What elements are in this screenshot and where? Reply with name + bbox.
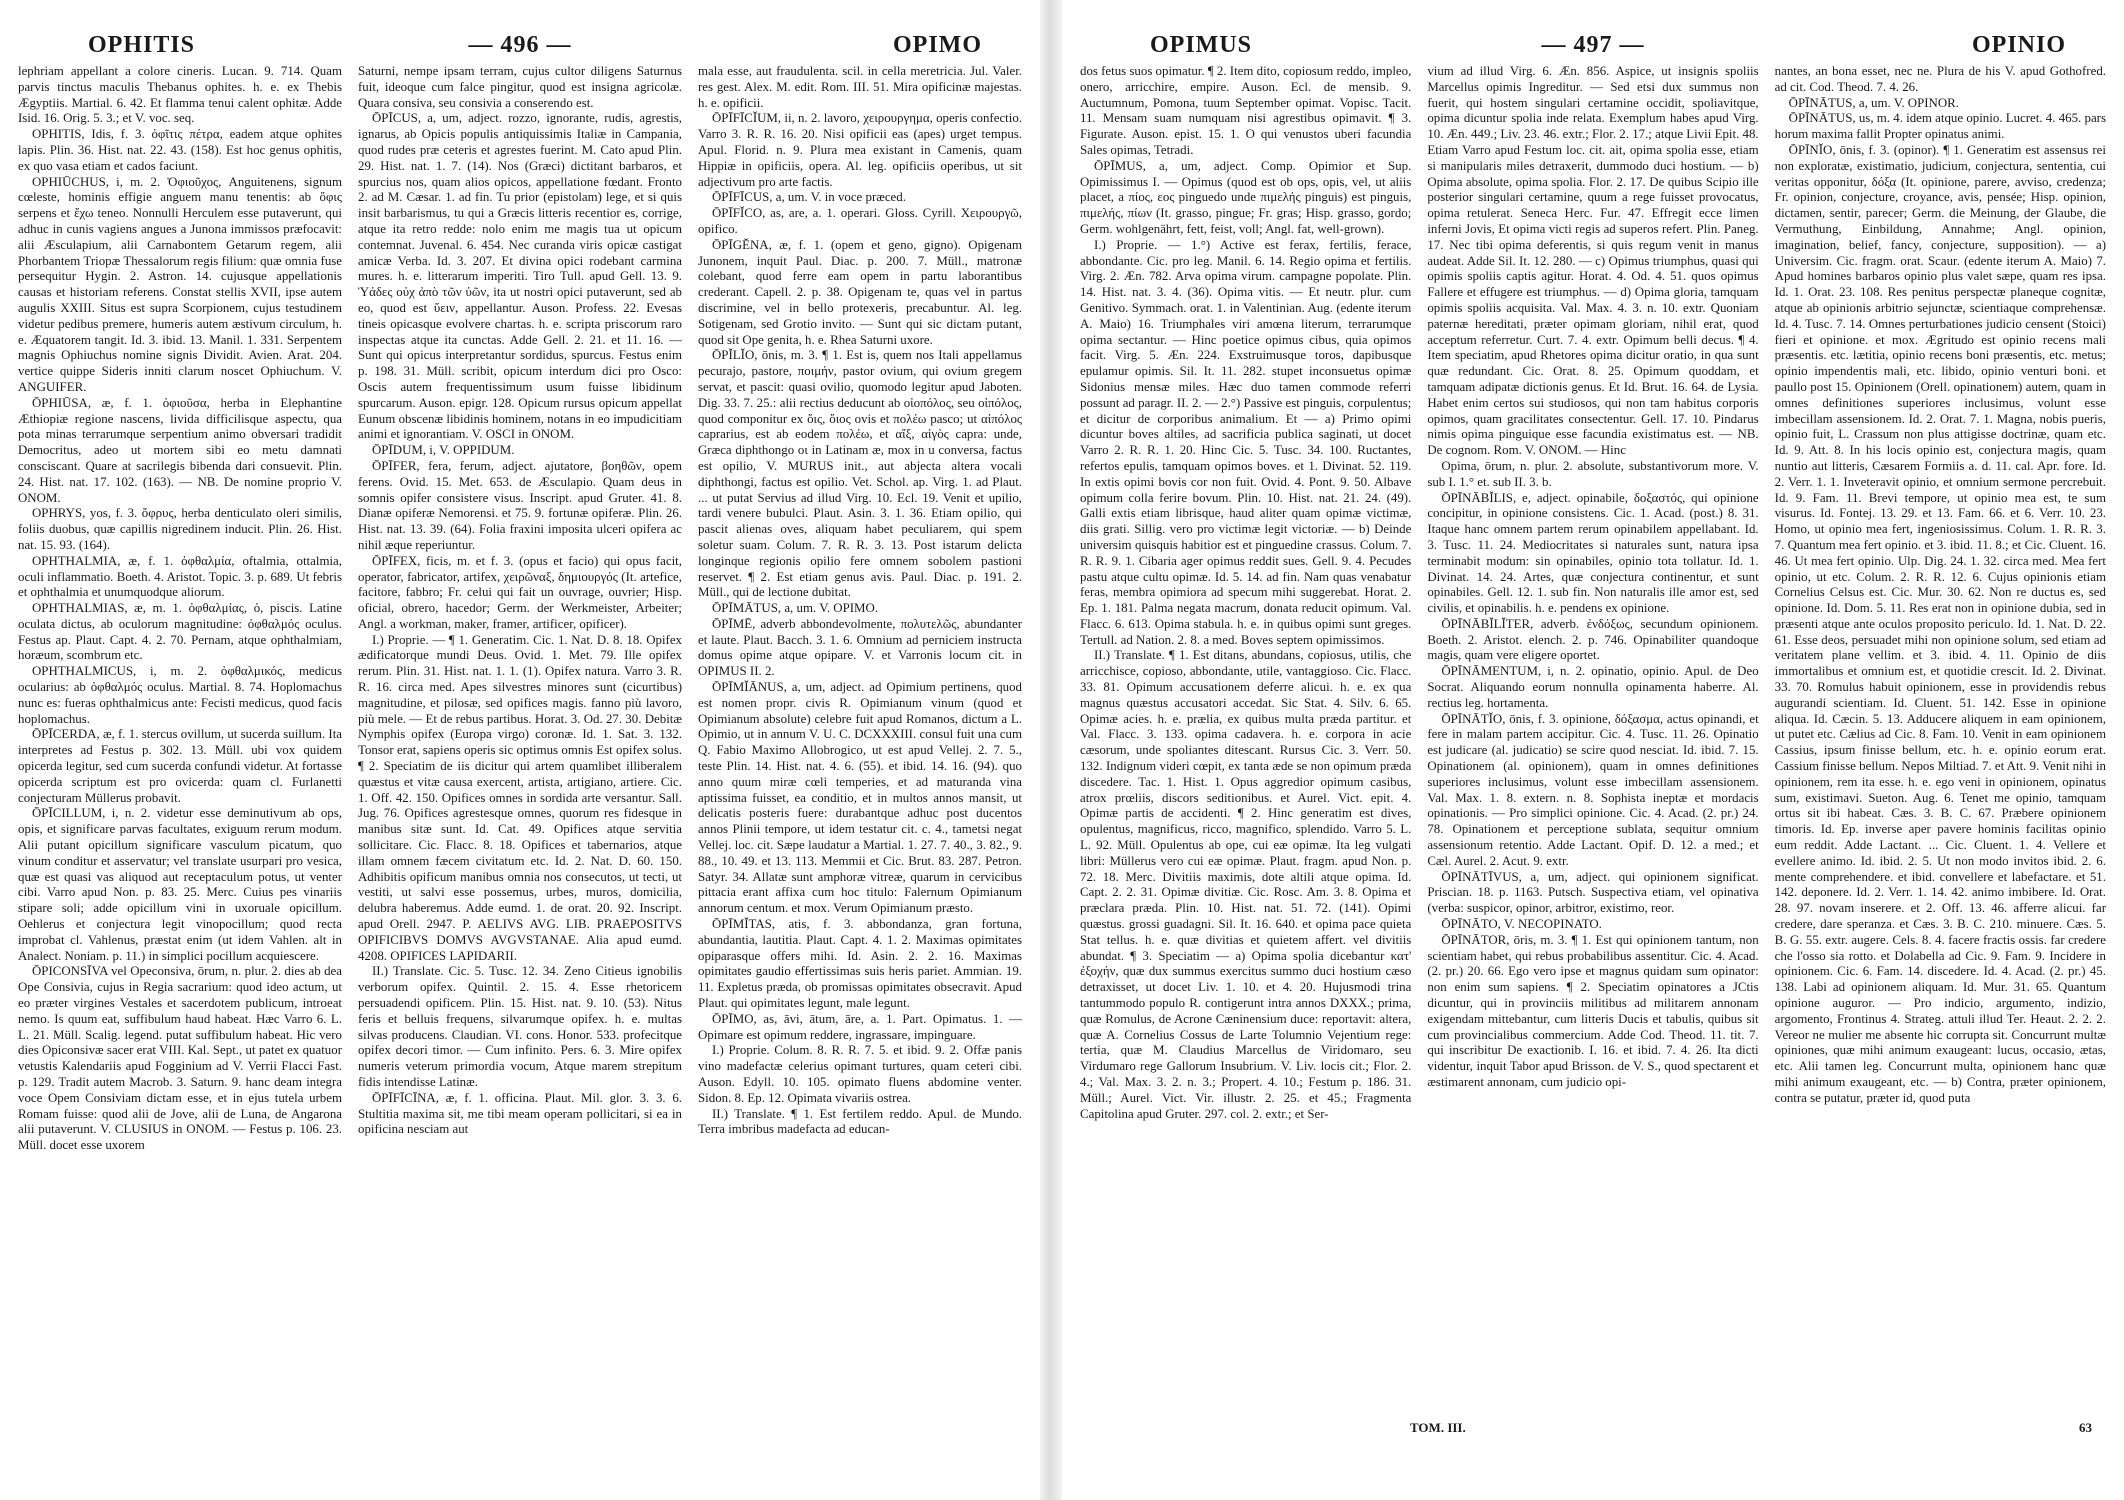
dictionary-entry: ŌPĪMO, as, āvi, ātum, āre, a. 1. Part. Opimatus. 1. — Opimare est opimum reddere, ingrassare, impinguare. [698,1011,1022,1042]
right-page-footer [1080,1420,2106,1444]
dictionary-entry: ŌPĪMĀTUS, a, um. V. OPIMO. [712,601,879,616]
dictionary-entry: ŌPĪCERDA, æ, f. 1. stercus ovillum, ut sucerda suillum. Ita interpretes ad Festus p. 302. 13. Müll. ubi vox quidem opicerda legitur, sed cum sucerda confundi videtur. At fortasse opicerda scriptum est pro ovicerda: quam cl. Furlanetti conjecturam Müllerus probavit. [18,727,342,805]
book-gutter [1040,0,1062,1500]
dictionary-entry: ŌPĪNĬO, ōnis, f. 3. (opinor). ¶ 1. Generatim est assensus rei non exploratæ, existimatio, judicium, conjectura, sententia, cui veritas opponitur, δόξα (It. opinione, parere, avviso, credenza; Fr. opinion, conjecture, croyance, avis, pensée; Hisp. opinion, dictamen, sentir, parecer; Germ. die Meinung, der Glaube, die Vermuthung, Einbildung, Annahme; Angl. opinion, imagination, belief, fancy, conjecture, supposition). — a) Universim. Cic. fragm. orat. Scaur. (edente iterum A. Maio) 7. Apud homines barbaros opinio plus valet sæpe, quam res ipsa. Id. 1. Orat. 23. 108. Res penitus perspectæ planeque cognitæ, atque ab opinionis arbitrio sejunctæ, scientiaque comprehensæ. Id. 4. Tusc. 7. 14. Omnes perturbationes judicio censent (Stoici) fieri et opinione. et mox. Ægritudo est opinio recens mali præsentis. etc. lætitia, opinio recens boni præsentis, etc. metus; opinio impendentis mali, etc. libido, opinio venturi boni. et paullo post 15. Opinionem (Orell. opinationem) autem, quam in omnes definitiones superiores inclusimus, volunt esse imbecillam assensionem. Id. 2. Orat. 7. 1. Magna, nobis pueris, opinio fuit, L. Crassum non plus attigisse doctrinæ, quam etc. Id. 9. Att. 8. In his locis opinio est, conjectura magis, quam nuntio aut litteris, Cæsarem Formiis a. d. 11. cal. Apr. fore. Id. 2. Verr. 1. 1. Inveteravit opinio, et omnium sermone percrebuit. Id. 9. Fam. 11. Brevi tempore, ut opinio mea est, te sum visurus. Id. Fontej. 13. 29. et 13. Fam. 66. et 6. Verr. 10. 23. Homo, ut opinio mea fert, ingeniosissimus. Colum. 1. R. R. 3. 7. Quantum mea fert opinio. et 3. ibid. 11. 8.; et Cic. Cluent. 16. 46. Ut mea fert opinio. Ulp. Dig. 24. 1. 32. circa med. Mea fert opinio, ut etc. Colum. 2. R. R. 12. 6. Cujus opinionis etiam Cornelius Celsus est. Cic. Mur. 30. 62. Non re ductus es, sed opinione. Id. Dom. 5. 11. Res erat non in opinione dubia, sed in præsenti atque ante oculos proposito periculo. Id. 1. Nat. D. 22. 61. Esse deos, persuadet mihi non opinione solum, sed etiam ad veritatem plane vellim. et 3. ibid. 4. 11. Opinio de diis immortalibus et omnium est, et quotidie crescit. Id. 2. Divinat. 33. 70. Romulus habuit opinionem, esse in providendis rebus augurandi scientiam. Id. Cluent. 51. 142. Esse in opinione aliqua. Id. Cæcin. 5. 13. Adducere aliquem in eam opinionem, ut putet etc. Cælius ad Cic. 8. Fam. 10. Venit in eam opinionem Cassius, ipsum finisse bellum, etc. h. e. opinio eorum erat. Cassium finisse bellum. Nepos Miltiad. 7. et Att. 9. Venit nihi in opinionem, rem ita esse. h. e. ego veni in opinionem, opinatus sum, existimavi. Sueton. Aug. 6. Tenet me opinio, tamquam ortus sit ibi habeat. Cæs. 3. B. C. 67. Præbere opinionem timoris. Id. Ep. inverse aper pavere hominis facilitas opinio eum reddit. Adde Lactant. ... Cic. Cluent. 1. 4. Vellere et evellere animo. Id. ibid. 2. 5. Ut non modo invitos ibid. 2. 6. mente comprehendere. et ibid. convellere et labefactare. et 51. 142. deponere. Id. 2. Verr. 1. 14. 42. animo imbibere. Id. Orat. 28. 97. novam inserere. et 2. Off. 13. 46. afferre alicui. far credere, dare speranza. et Cæs. 3. B. C. 210. minuere. Cæs. 5. B. G. 55. extr. augere. Cels. 8. 4. facere fractis ossis. far credere che l'osso sia rotto. et Dolabella ad Cic. 9. Fam. 9. Incidere in opinionem. Cic. 6. Fam. 14. discedere. Id. 4. Acad. (2. pr.) 45. 138. Labi ad opinionem aliquam. Id. Mur. 31. 65. Quantum opinione auguror. — Pro indicio, argumento, indizio, argomento, Frontinus 4. Strateg. attuli illud Ter. Heaut. 2. 2. 2. Vereor ne mulier me absente hic corrupta sit. Concurrunt multæ opiniones, quæ mihi animum exaugeant: lucus, occasio, ætas, etc. Alii tamen leg. Concurrunt multa, opinionem hanc quæ mihi animum exaugeant, etc. — b) Contra, præter opinionem, contra se putatur, præter id, quod puta [1774,142,2106,1105]
dictionary-entry: OPHITIS, Idis, f. 3. ὀφῖτις πέτρα, eadem atque ophites lapis. Plin. 36. Hist. nat. 22. 43. (158). Est hoc genus ophitis, ex quo vasa etiam et cados faciunt. [18,127,342,173]
dictionary-entry: II.) Translate. ¶ 1. Est ditans, abundans, copiosus, utilis, che arricchisce, copioso, abbondante, utile, vantaggioso. Cic. Flacc. 33. 81. Opimum accusationem deferre alicui. h. e. ex qua magnus quæstus accusatori accedat. Sic Stat. 4. Silv. 6. 65. Opimæ acies. h. e. prælia, ex quibus multa præda partitur. et Val. Flacc. 3. 133. opima cadavera. h. e. corpora in acie cæsorum, unde spoliantes ditescant. Rursus Cic. 3. Verr. 50. 132. Indignum videri cœpit, ex tanta æde se non opimum præda discedere. Tac. 1. Hist. 1. Opus aggredior opimum casibus, atrox prœliis, discors seditionibus. et Aurel. Vict. epit. 4. Opimæ partis de accidenti. ¶ 2. Hinc generatim est dives, opulentus, magnificus, ricco, magnifico, splendido. Varro 5. L. L. 92. Müll. Opulentus ab ope, cui eæ opimæ. Ita leg vulgati libri: Müllerus vero cui eæ opimæ. Plaut. fragm. apud Non. p. 72. 18. Merc. Divitiis maximis, dote altili atque opima. Id. Capt. 2. 2. 31. Opimæ divitiæ. Cic. Rosc. Am. 3. 8. Opima et præclara præda. Plin. 10. Hist. nat. 51. 72. (141). Opimi quæstus. grossi guadagni. Sil. It. 16. 640. et opima pace quieta Stat tellus. h. e. quæ divitias et quietem affert. vel divitiis abundat. ¶ 3. Speciatim — a) Opima spolia dicebantur κατ' ἐξοχήν, quæ dux summus exercitus summo duci hostium cæso detraxisset, ut docet Liv. 1. 10. et 4. 20. Hujusmodi trina tantummodo populo R. contigerunt intra annos DXXX.; prima, quæ Romulus, de Acrone Cæninensium duce: reportavit: altera, quæ A. Cornelius Cossus de Larte Tolumnio Vejentium rege: tertia, quæ M. Claudius Marcellus de Viridomaro, seu Virdumaro rege Gallorum Insubrium. V. Liv. locis cit.; Flor. 2. 4.; Val. Max. 3. 2. n. 3.; Propert. 4. 10.; Festum p. 186. 31. Müll.; Aurel. Vict. Vir. illustr. 2. 25. et 45.; Fragmenta Capitolina apud Gruter. 297. col. 2. extr.; et Ser- [1080,648,1412,1121]
dictionary-entry: OPHIŪCHUS, i, m. 2. Ὀφιοῦχος, Anguitenens, signum cœleste, hominis effigie anguem manu tenentis: ab ὄφις serpens et ἔχω teneo. Nonnulli Herculem esse putaverunt, qui adhuc in cunis vagiens angues a Junona immissos præfocavit: alii Æsculapium, alii Carnabontem Getarum regem, alii Phorbantem Triopæ Thessalorum regis filium: quæ omnia fuse persequitur Hygin. 2. Astron. 14. cujusque appellationis causas et historiam referens. Constat stellis XVII, ipse autem augulis XXIII. Situs est supra Scorpionem, cujus testudinem videtur pedibus premere, humeris autem æstivum circulum, h. e. Æquatorem tangit. Id. 3. ibid. 13. Manil. 1. 331. Serpentem magnis Ophiuchus nomine signis Dividit. Avien. Arat. 204. vertice quippe Sideris inniti clarum noscet Ophiuchum. V. ANGUIFER. [18,174,342,394]
dictionary-entry: ŌPĪMĬTAS, atis, f. 3. abbondanza, gran fortuna, abundantia, lautitia. Plaut. Capt. 4. 1. 2. Maximas opimitates opiparasque offers mihi. Id. Asin. 2. 2. 16. Maximas opimitates gaudio effertissimas suis heris pariet. Ammian. 19. 11. Expletus præda, ob promissas opimitates obsecravit. Apud Plaut. qui opimitates legunt, male legunt. [698,917,1022,1011]
dictionary-entry: II.) Translate. ¶ 1. Est fertilem reddo. Apul. de Mundo. Terra imbribus madefacta ad educan- [698,1106,1022,1137]
left-running-head: OPHITIS [88,32,196,58]
right-column-2 [1427,64,1758,1414]
dictionary-entry: OPHTHALMICUS, i, m. 2. ὀφθαλμικός, medicus ocularius: ab ὀφθαλμός oculus. Martial. 8. 74. Hoplomachus nunc es: fueras ophthalmicus ante: Fecisti medicus, quod facis hoplomachus. [18,664,342,726]
dictionary-entry: I.) Proprie. — ¶ 1. Generatim. Cic. 1. Nat. D. 8. 18. Opifex ædificatorque mundi Deus. Ovid. 1. Met. 79. Ille opifex rerum. Plin. 31. Hist. nat. 1. 1. (1). Opifex natura. Varro 3. R. R. 16. circa med. Apes silvestres minores sunt (cicurtibus) magnitudine, et pilosæ, sed opifices magis. fanno più lavoro, più mele. — Et de rebus partibus. Horat. 3. Od. 27. 30. Debitæ Nymphis opifex (Europa virgo) coronæ. Id. 1. Sat. 3. 132. Tonsor erat, sapiens operis sic optimus omnis Est opifex solus. ¶ 2. Speciatim de iis dicitur qui artem quamlibet illiberalem quæstus et vitæ causa exercent, artista, artigiano, artiere. Cic. 1. Off. 42. 150. Opifices omnes in sordida arte versantur. Sall. Jug. 76. Opifices agrestesque omnes, quorum res fidesque in manibus sitæ sunt. Id. Cat. 49. Opifices atque servitia sollicitare. Cic. Flacc. 8. 18. Opifices et tabernarios, atque illam omnem fæcem civitatum etc. Id. 2. Nat. D. 60. 150. Adhibitis opificum manibus omnia nos consecutos, ut tecti, ut vestiti, ut salvi esse possemus, urbes, muros, domicilia, delubra haberemus. Adde eumd. 1. de orat. 20. 92. Inscript. apud Orell. 2947. P. AELIVS AVG. LIB. PRAEPOSITVS OPIFICIBVS DOMVS AVGVSTANAE. Alia apud eumd. 4208. OPIFICES LAPIDARII. [358,632,682,963]
dictionary-entry: ŌPHIŪSA, æ, f. 1. ὀφιοῦσα, herba in Elephantine Æthiopiæ regione nascens, livida difficilisque aspectu, qua pota minas terrarumque serpentium animo obversari tradidit Democritus, adeo ut mortem sibi eo metu damnati consciscant. Quare at sacrilegis bibenda dari consuevit. Plin. 24. Hist. nat. 17. 102. (163). — NB. De nomine proprio V. ONOM. [18,395,342,505]
dictionary-entry: I.) Proprie. Colum. 8. R. R. 7. 5. et ibid. 9. 2. Offæ panis vino madefactæ celerius opimant turtures, quam ceteri cibi. Auson. Edyll. 10. 105. opimato fluens abdomine venter. Sidon. 8. Ep. 12. Opimata vivariis ostrea. [698,1043,1022,1105]
right-column-3 [1775,64,2106,1414]
dictionary-entry: ŌPĪDUM, i, V. OPPIDUM. [372,443,515,458]
dictionary-entry: dos fetus suos opimatur. ¶ 2. Item dito, copiosum reddo, impleo, onero, arricchire, empire. Auson. Ecl. de mensib. 9. Auctumnum, Pomona, tuum September opimat. Vopisc. Tacit. 11. Mensam suam numquam nisi agrestibus opimavit. ¶ 3. Figurate. Auson. epist. 15. 1. O qui venustos uberi facundia Sales opimas, Tetradi. [1080,64,1412,157]
right-page-header [1080,30,2106,64]
dictionary-entry: ŌPĪNĀBĬLĬTER, adverb. ἐνδόξως, secundum opinionem. Boeth. 2. Aristot. elench. 2. p. 746. Opinabiliter quandoque magis, quam vere eligere oportet. [1427,616,1759,663]
dictionary-entry: ŌPĪNĀTĬO, ōnis, f. 3. opinione, δόξασμα, actus opinandi, et fere in malam partem accipitur. Cic. 4. Tusc. 11. 26. Opinatio est judicare (al. judicatio) se scire quod nesciat. Id. ibid. 7. 15. Opinationem (al. opinionem), quam in omnes definitiones superiores inclusimus, volunt esse imbecillam assensionem. Val. Max. 1. 8. extern. n. 8. Sophista ineptæ et mordacis opinationis. — Pro simplici opinione. Cic. 4. Acad. (2. pr.) 24. 78. Opinationem et perceptione sublata, sequitur omnium assensionum retentio. Adde Lactant. Opif. D. 12. a med.; et Cæl. Aurel. 2. Acut. 9. extr. [1427,711,1759,868]
dictionary-entry: Opima, ōrum, n. plur. 2. absolute, substantivorum more. V. sub I. 1.° et. sub II. 3. b. [1427,458,1759,489]
volume-signature: TOM. III. [1410,1420,1466,1435]
dictionary-entry: ŌPĪFĪCĬUM, ii, n. 2. lavoro, χειρουργημα, operis confectio. Varro 3. R. R. 16. 20. Nisi opificii eas (apes) urget tempus. Apul. Florid. n. 9. Plura mea existant in Camenis, quam Hippiæ in opificiis, opera. Al. leg. opificiis operibus, ut sit adjectivum pro arte factis. [698,111,1022,189]
dictionary-entry: ŌPĪFĬCO, as, are, a. 1. operari. Gloss. Cyrill. Χειρουργῶ, opifico. [698,206,1022,236]
left-running-head-right: OPIMO [893,32,982,58]
right-page [1062,0,2124,1500]
dictionary-entry: ŌPĪNĀTOR, ōris, m. 3. ¶ 1. Est qui opinionem tantum, non scientiam habet, qui rebus probabilibus assentitur. Cic. 4. Acad. (2. pr.) 20. 66. Ego vero ipse et magnus quidam sum opinator: non enim sum sapiens. ¶ 2. Speciatim opinatores a JCtis dicuntur, qui in provinciis militibus ad militarem annonam exigendam mittebantur, cum litteris Ducis et tabulis, quibus sit cum provincialibus commercium. Adde Cod. Theod. 11. tit. 7. qui inscribitur De exactionib. I. 16. et ibid. 7. 4. 26. Ita dicti videntur, inquit Tabor apud Brisson. de V. S., quod spectarent et æstimarent annonam, cum judicio opi- [1427,932,1759,1089]
dictionary-entry: mala esse, aut fraudulenta. scil. in cella meretricia. Jul. Valer. res gest. Alex. M. edit. Rom. III. 51. Mira opificinæ majestas. h. e. opificii. [698,64,1022,110]
dictionary-entry: nantes, an bona esset, nec ne. Plura de his V. apud Gothofred. ad cit. Cod. Theod. 7. 4. 26. [1774,64,2106,94]
right-running-head-right: OPINIO [1971,32,2066,58]
dictionary-entry: ŌPĪNĀBĬLIS, e, adject. opinabile, δοξαστός, qui opinione concipitur, in opinione consistens. Cic. 1. Acad. (post.) 8. 31. Itaque hanc omnem partem rerum opinabilem appellabant. Id. 3. Tusc. 11. 24. Mediocritates si naturales sunt, natura ipsa terminabit modum: sin opinabiles, opinio tota tollatur. Id. 1. Divinat. 14. 24. Artes, quæ conjectura continentur, et sunt opinabiles. Gell. 12. 1. sub fin. Non naturalis ille amor est, sed civilis, et opinabilis. h. e. pendens ex opinione. [1427,490,1759,616]
dictionary-entry: II.) Translate. Cic. 5. Tusc. 12. 34. Zeno Citieus ignobilis verborum opifex. Quintil. 2. 15. 4. Esse rhetoricem persuadendi opificem. Plin. 15. Hist. nat. 9. 10. (53). Nitus feris et belluis frequens, silvarumque opifex. h. e. multas silvas producens. Claudian. VI. cons. Honor. 533. profecitque opifex decori timor. — Cum infinito. Pers. 6. 3. Mire opifex numeris veterum primordia vocum, Atque marem strepitum fidis intendisse Latinæ. [358,964,682,1089]
dictionary-entry: ŌPĪMUS, a, um, adject. Comp. Opimior et Sup. Opimissimus I. — Opimus (quod est ob ops, opis, vel, ut aliis placet, a πίος, εος pinguedo unde πιμελής pinguis) est pinguis, πιμελής, πίων (It. grasso, pingue; Fr. gras; Hisp. grasso, gordo; Germ. wohlgenährt, fett, feist, voll; Angl. fat, well-grown). [1080,158,1412,236]
dictionary-entry: vium ad illud Virg. 6. Æn. 856. Aspice, ut insignis spoliis Marcellus opimis Ingreditur. — Sed etsi dux summus non fuerit, qui hostem singulari certamine occidit, spoliavitque, opima dicuntur spolia inde relata. Exemplum habes apud Virg. 10. Æn. 449.; Liv. 23. 46. extr.; Flor. 2. 17.; atque Livii Epit. 48. Etiam Varro apud Festum loc. cit. ait, opima spolia esse, etiam si manipularis miles detraxerit, dummodo duci hostium. — b) Opima absolute, opima spolia. Flor. 2. 17. De quibus Scipio ille posterior singulari certamine, quum a rege fuisset provocatus, opima retulerat. Seneca Herc. Fur. 47. Effregit ecce limen inferni Jovis, Et opima victi regis ad superos refert. Plin. Paneg. 17. Nec tibi opima deferentis, si quis regum venit in manus audeat. Adde Sil. It. 12. 280. — c) Opimus triumphus, quasi qui opimis spoliis captis agitur. Horat. 4. Od. 4. 51. quos opimus Fallere et effugere est triumphus. — d) Opima gloria, tamquam opimis spoliis acquisita. Val. Max. 4. 3. n. 10. extr. Quoniam paternæ hereditati, præter opimam gloriam, nihil erat, quod acceptum referretur. Curt. 7. 4. extr. Opimum belli decus. ¶ 4. Item speciatim, apud Rhetores opima dicitur oratio, in qua sunt quæ redundant. Cic. Orat. 8. 25. Opimum quoddam, et tamquam adipatæ dictionis genus. Et Id. Brut. 16. 64. de Lysia. Habet enim certos sui studiosos, qui non tam habitus corporis opimos, quam gracilitates consectentur. Gell. 17. 10. Pindarus nimis opima pinguique esse facundia existimatus est. — NB. De cognom. Rom. V. ONOM. — Hinc [1427,64,1759,458]
dictionary-entry: OPHRYS, yos, f. 3. ὄφρυς, herba denticulato oleri similis, foliis duobus, quæ capillis nigredinem inducit. Plin. 26. Hist. nat. 15. 93. (164). [18,506,342,552]
dictionary-entry: Saturni, nempe ipsam terram, cujus cultor diligens Saturnus fuit, ideoque cum falce pingitur, quod est insigna agricolæ. Quara consiva, seu consivia a conserendo est. [358,64,682,110]
dictionary-entry: I.) Proprie. — 1.°) Active est ferax, fertilis, ferace, abbondante. Cic. pro leg. Manil. 6. 14. Regio opima et fertilis. Virg. 2. Æn. 782. Arva opima virum. campagne popolate. Plin. 14. Hist. nat. 3. 4. (36). Opima vitis. — Et neutr. plur. cum Genitivo. Symmach. orat. 1. in Valentinian. Aug. (edente iterum A. Maio) 16. Triumphales viri amœna literum, terrarumque opima sectantur. — Hinc poetice opimus cibus, quia opimos facit. Virg. 5. Æn. 224. Exstruimusque toros, dapibusque epulamur opimis. Sil. It. 11. 282. stupet inconsuetus opimæ Sidonius mensæ miles. Hæc duo tamen commode referri possunt ad paragr. II. 2. — 2.°) Passive est pinguis, corpulentus; et dicitur de corporibus animalium. Et — a) Primo opimi dicuntur boves altiles, ad sacrificia publica saginati, ut docet Varro 2. R. R. 1. 20. Hinc Cic. 5. Tusc. 34. 100. Ructantes, refertos epulis, tamquam opimos boves. et 1. Divinat. 52. 119. In extis opimi bovis cor non fuit. Ovid. 4. Pont. 9. 50. Albave opimum colla ferire bovum. Plin. 10. Hist. nat. 21. 24. (49). Galli extis etiam librisque, haud aliter quam opimæ victimæ, diis grati. Sillig. vero pro victimæ legit victoriæ. — b) Deinde universim quisquis habitior est et pinguedine crassus. Colum. 7. R. R. 9. 1. Cibaria ager opimus reddit sues. Gell. 9. 4. Pecudes pastu atque cultu opimæ. Id. 5. 14. ad fin. Nam quas venabatur feras, membra opimiora ad specum mihi suggerebat. Horat. 2. Ep. 1. 181. Palma negata macrum, donata reducit opimum. Val. Flacc. 6. 613. Opima stabula. h. e. in quibus opimi sunt greges. Tertull. ad Nation. 2. 8. a med. Boves septem opimissimos. [1080,237,1412,647]
folio-number: 63 [2079,1420,2092,1435]
dictionary-entry: ŌPĪNĀTUS, us, m. 4. idem atque opinio. Lucret. 4. 465. pars horum maxima fallit Propter opinatus animi. [1774,111,2106,142]
dictionary-entry: ŌPĪFEX, ficis, m. et f. 3. (opus et facio) qui opus facit, operator, fabricator, artifex, χειρῶναξ, δημιουργός (It. artefice, facitore, fabbro; Fr. celui qui fait un ouvrage, ouvrier; Hisp. oficial, obrero, hacedor; Germ. der Werkmeister, Arbeiter; Angl. a workman, maker, framer, artificer, opificer). [358,553,682,631]
left-column-2 [358,64,682,1414]
dictionary-entry: ŌPĪMĒ, adverb abbondevolmente, πολυτελῶς, abundanter et laute. Plaut. Bacch. 3. 1. 6. Omnium ad perniciem instructa domus opime atque opipare. V. et Varronis locum cit. in OPIMUS II. 2. [698,616,1022,679]
dictionary-entry: ŌPĪFĪCĪNA, æ, f. 1. officina. Plaut. Mil. glor. 3. 3. 6. Stultitia maxima sit, me tibi meam operam pollicitari, si ea in opificina nesciam aut [358,1090,682,1137]
dictionary-entry: ŌPĪGĔNA, æ, f. 1. (opem et geno, gigno). Opigenam Junonem, inquit Paul. Diac. p. 200. 7. Müll., matronæ colebant, quod ferre eam opem in partu laborantibus crederant. Capell. 2. p. 38. Opigenam te, quas vel in partus discrimine, vel in bello protexeris, precabuntur. Al. leg. Sotigenam, sed Grotio invito. — Sunt qui sic dictam putant, quod sit Ope genita, h. e. Rhea Saturni uxore. [698,237,1022,347]
dictionary-entry: ŌPICONSĪVA vel Opeconsiva, ōrum, n. plur. 2. dies ab dea Ope Consivia, cujus in Regia sacrarium: quod ideo actum, ut eo præter virgines Vestales et sacerdotem publicum, introeat nemo. Is quum eat, suffibulum haud habeat. Hæc Varro 6. L. L. 21. Müll. Scalig. legend. putat suffibulum habeat. Hic vero dies Opiconsivæ sacer erat VIII. Kal. Sept., ut patet ex quatuor vetustis Kalendariis apud Fogginium ad V. Verrii Flacci Fast. p. 129. Tradit autem Macrob. 3. Saturn. 9. hanc deam integra voce Opem Consiviam dictam esse, et in ejus tutela urbem Romam fuisse: quod alii de Jove, alii de Luna, de Angarona alii putaverunt. V. CLUSIUS in ONOM. — Festus p. 106. 23. Müll. docet esse uxorem [18,964,342,1153]
left-page-columns [18,64,1022,1414]
dictionary-entry: ŌPĬLĬO, ōnis, m. 3. ¶ 1. Est is, quem nos Itali appellamus pecurajo, pastore, ποιμήν, pastor ovium, qui ovium gregem servat, et pascit: quasi ovilio, quomodo legitur apud Jaboten. Dig. 33. 7. 25.: alii rectius deducunt ab οἰοπόλος, seu οἰπόλος, quod componitur ex ὄις, ὄιος ovis et πολέω pasco; ut αἰπόλος caprarius, est ab eodem πολέω, et αἴξ, αἰγὸς capra: unde, Græca diphthongo οι in Latinam æ, mox in u conversa, factus est opilio, V. MURUS init., aut abjecta altera vocali diphthongi, factus est opilio. Vet. Schol. ap. Virg. 1. ad Plaut. ... ut putat Servius ad illud Virg. 10. Ecl. 19. Venit et upilio, tardi venere bubulci. Plaut. Asin. 3. 1. 36. Etiam opilio, qui pascit alienas oves, aliquam habet peculiarem, qui spem soletur suam. Colum. 7. R. R. 3. 13. Post istarum delicta longinque regionis opilio fere omnem sobolem pastioni reservet. ¶ 2. Est etiam genus avis. Paul. Diac. p. 191. 2. Müll., qui de lectione dubitat. [698,348,1022,600]
dictionary-entry: OPHTHALMIA, æ, f. 1. ὀφθαλμία, oftalmia, ottalmia, oculi inflammatio. Boeth. 4. Aristot. Topic. 3. p. 689. Ut febris et ophthalmia et unumquodque aliorum. [18,553,342,600]
left-page-number: — 496 — [468,32,572,58]
dictionary-entry: ŌPĪNĀMENTUM, i, n. 2. opinatio, opinio. Apul. de Deo Socrat. Aliquando eorum nonnulla opinamenta haberre. Al. rectius leg. hortamenta. [1427,664,1759,710]
dictionary-entry: ŌPĪCUS, a, um, adject. rozzo, ignorante, rudis, agrestis, ignarus, ab Opicis populis antiquissimis Italiæ in Campania, quod rudes præ ceteris et agrestes fuerint. M. Cato apud Plin. 29. Hist. nat. 1. 7. (14). Nos (Græci) dictitant barbaros, et spurcius nos, quam alios opicos, appellatione fœdant. Fronto 2. ad M. Cæsar. 1. ad fin. Tu prior (epistolam) lege, et si quis insit barbarismus, tu qui a Græcis litteris recentior es, corrige, atque ita retro redde: nolo enim me magis tua ut opicum contemnat. Juvenal. 6. 454. Nec curanda viris opicæ castigat amicæ Verba. Id. 3. 207. Et divina opici rodebant carmina mures. h. e. litterarum imperiti. Tiro Tull. apud Gell. 13. 9. Ὑάδες οὐχ ἀπὸ τῶν ὑῶν, ita ut nostri opici putaverunt, sed ab eo, quod est ὕειν, appellantur. Auson. Profess. 22. Evesas tineis opicasque evolvere chartas. h. e. scripta priscorum raro inspectas atque ita cunctas. Adde Gell. 2. 21. et 11. 16. — Sunt qui opicus interpretantur sordidus, spurcus. Festus enim p. 198. 31. Müll. scribit, opicum interdum dici pro Osco: Oscis autem frequentissimum usum fuisse libidinum spurcarum. Auson. epigr. 128. Opicum rursus opicum appellat Eunum obscenæ libidinis hominem, notans in eo impudicitiam animi et ignorantiam. V. OSCI in ONOM. [358,111,682,442]
dictionary-entry: OPHTHALMIAS, æ, m. 1. ὀφθαλμίας, ὁ, piscis. Latine oculata dictus, ab oculorum magnitudine: ὀφθαλμός oculus. Festus ap. Plaut. Capt. 4. 2. 70. Pernam, atque ophthalmiam, horæum, scombrum etc. [18,601,342,663]
dictionary-entry: ŌPĪFER, fera, ferum, adject. ajutatore, βοηθῶν, opem ferens. Ovid. 15. Met. 653. de Æsculapio. Quam deus in somnis opifer consistere visus. Inscript. apud Gruter. 41. 8. Dianæ opiferæ Nemorensi. et 75. 9. fortunæ opiferæ. Plin. 26. Hist. nat. 13. 39. (64). Folia fraxini imposita ulceri opifera ac nihil æque reperiuntur. [358,458,682,552]
left-page [0,0,1040,1500]
left-column-3 [698,64,1022,1414]
dictionary-entry: ŌPĪNĀTĪVUS, a, um, adject. qui opinionem significat. Priscian. 18. p. 1163. Putsch. Suspectiva etiam, vel opinativa (verba: suspicor, opinor, arbitror, existimo, reor. [1427,869,1759,916]
left-column-1 [18,64,342,1414]
dictionary-entry: ŌPĪCILLUM, i, n. 2. videtur esse deminutivum ab ops, opis, et significare parvas facultates, exiguum rerum modum. Alii putant opicillum significare vasculum picatum, quo vinum conditur et asservatur; vel translate usurpari pro vesica, quæ est quasi vas aliquod aut receptaculum potus, ut venter cibi. Varro apud Non. p. 83. 25. Merc. Cuius pes vinariis stipare soli; adde opicillum vini in uxoruale opicillum. Oehlerus et conjectura legit vinopocillum; quod recta improbat cl. Vahlenus, præstat enim (ut idem Vahlen. alt in Analect. Noniam. p. 11.) in simplici pocillum acquiescere. [18,806,342,963]
left-page-header [18,30,1022,64]
right-page-columns [1080,64,2106,1414]
right-page-number: — 497 — [1541,32,1645,58]
dictionary-entry: ŌPĪMĬĀNUS, a, um, adject. ad Opimium pertinens, quod est nomen propr. civis R. Opimianum vinum (quod et Opimianum absolute) celebre fuit apud Romanos, dictum a L. Opimio, ut in annum V. U. C. DCXXXIII. consul fuit una cum Q. Fabio Maximo Allobrogico, ut est apud Vellej. 2. 7. 5., teste Plin. 14. Hist. nat. 4. 6. (55). et ibid. 14. 16. (94). quo anno quum miræ cœli temperies, et ad maturanda vina aptissima fuisset, ea conditio, et in multos annos mansit, ut delicatis posteris fuere: durabantque adhuc post ducentos annos Plinii tempore, ut idem testatur cit. c. 4., tametsi negat Vellej. loc. cit. Sæpe laudatur a Martial. 1. 27. 7. 40., 3. 82., 9. 88., 10. 49. et 13. 113. Memmii et Cic. Brut. 83. 287. Petron. Satyr. 34. Allatæ sunt amphoræ vitreæ, quarum in cervicibus pittacia erant affixa cum hoc titulo: Falernum Opimianum annorum centum. et mox. Verum Opimianum præsto. [698,680,1022,916]
dictionary-entry: lephriam appellant a colore cineris. Lucan. 9. 714. Quam parvis tinctus maculis Thebanus ophites. h. e. ex Thebis Ægyptiis. Martial. 6. 42. Et flamma tenui calent ophitæ. Adde Isid. 16. Orig. 5. 3.; et V. voc. seq. [18,64,342,126]
dictionary-entry: ŌPĪNĀTO, V. NECOPINATO. [1441,917,1602,932]
right-running-head: OPIMUS [1150,32,1252,58]
right-column-1 [1080,64,1411,1414]
dictionary-entry: ŌPĪNĀTUS, a, um. V. OPINOR. [1788,95,1959,110]
dictionary-entry: ŌPĪFĪCUS, a, um. V. in voce præced. [712,190,906,205]
